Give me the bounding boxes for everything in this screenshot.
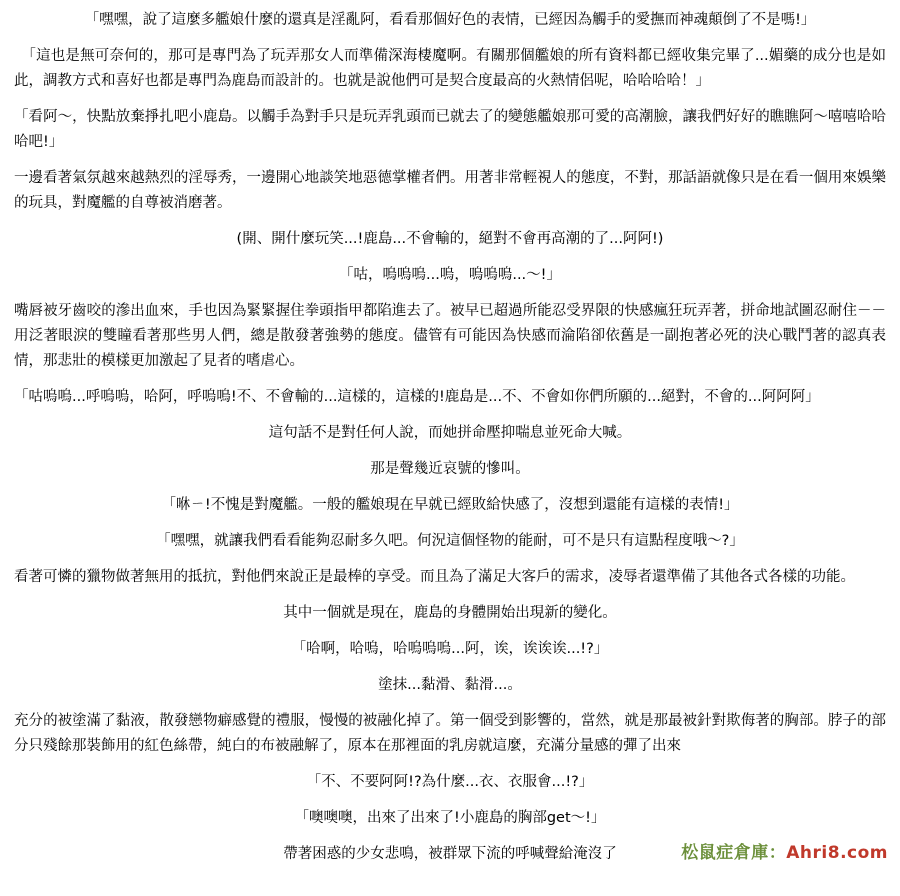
watermark-site: Ahri8.com — [786, 843, 888, 863]
paragraph: 這句話不是對任何人說，而她拼命壓抑喘息並死命大喊。 — [268, 425, 632, 441]
paragraph: 「嘿嘿，就讓我們看看能夠忍耐多久吧。何況這個怪物的能耐，可不是只有這點程度哦～?」 — [156, 533, 744, 549]
paragraph: 充分的被塗滿了黏液，散發戀物癖感覺的禮服，慢慢的被融化掉了。第一個受到影響的，當然，就是那最被針對欺侮著的胸部。脖子的部分只殘餘那裝飾用的紅色絲帶，純白的布被融解了，原本在那裡面的乳房就這麼，充滿分量感的彈了出來 — [14, 713, 886, 754]
paragraph: 「這也是無可奈何的，那可是專門為了玩弄那女人而準備深海棲魔啊。有關那個艦娘的所有資料都已經收集完畢了...媚藥的成分也是如此，調教方式和喜好也都是專門為鹿島而設計的。也就是說他們可是契合度最高的火熱情侶呢，哈哈哈哈！」 — [14, 48, 886, 89]
paragraph: 一邊看著氣氛越來越熱烈的淫辱秀，一邊開心地談笑地惡德掌權者們。用著非常輕視人的態度，不對，那話語就像只是在看一個用來娛樂的玩具，對魔艦的自尊被消磨著。 — [14, 170, 886, 211]
paragraph-list — [14, 8, 886, 867]
paragraph: 「噢噢噢，出來了出來了!小鹿島的胸部get～!」 — [294, 810, 606, 826]
paragraph: 那是聲幾近哀號的慘叫。 — [370, 461, 530, 477]
paragraph: 「哈啊，哈嗚，哈嗚嗚嗚...阿，诶，诶诶诶...!?」 — [291, 641, 609, 657]
paragraph: 塗抹...黏滑、黏滑...。 — [378, 677, 522, 693]
paragraph: 「嘿嘿，說了這麼多艦娘什麼的還真是淫亂阿，看看那個好色的表情，已經因為觸手的愛撫而神魂顛倒了不是嗎!」 — [84, 12, 816, 28]
paragraph: 「咻ㄧ!不愧是對魔艦。一般的艦娘現在早就已經敗給快感了，沒想到還能有這樣的表情!」 — [161, 497, 739, 513]
watermark — [681, 838, 888, 863]
watermark-label: 松鼠症倉庫 — [681, 843, 769, 863]
paragraph: 嘴唇被牙齒咬的滲出血來，手也因為緊緊握住拳頭指甲都陷進去了。被早已超過所能忍受界限的快感瘋狂玩弄著，拼命地試圖忍耐住－－用泛著眼淚的雙瞳看著那些男人們，總是散發著強勢的態度。儘管有可能因為快感而淪陷卻依舊是一副抱著必死的決心戰鬥著的認真表情，那悲壯的模樣更加激起了見者的嗜虐心。 — [14, 303, 886, 369]
paragraph: 「咕，嗚嗚嗚...嗚，嗚嗚嗚...～!」 — [339, 267, 561, 283]
paragraph: 「咕嗚嗚...呼嗚嗚，哈阿，呼嗚嗚!不、不會輸的...這樣的，這樣的!鹿島是...不、不會如你們所願的...絕對，不會的...阿阿阿」 — [14, 389, 820, 405]
paragraph: 「不、不要阿阿!?為什麼...衣、衣服會...!?」 — [306, 774, 594, 790]
watermark-separator: ： — [768, 843, 787, 863]
paragraph: 看著可憐的獵物做著無用的抵抗，對他們來說正是最棒的享受。而且為了滿足大客戶的需求，凌辱者還準備了其他各式各樣的功能。 — [14, 569, 855, 585]
paragraph: 「看阿～，快點放棄掙扎吧小鹿島。以觸手為對手只是玩弄乳頭而已就去了的變態艦娘那可愛的高潮臉，讓我們好好的瞧瞧阿～嘻嘻哈哈哈吧!」 — [14, 109, 886, 150]
paragraph: (開、開什麼玩笑...!鹿島...不會輸的，絕對不會再高潮的了...阿阿!) — [236, 231, 664, 247]
paragraph: 帶著困惑的少女悲鳴，被群眾下流的呼喊聲給淹沒了 — [283, 846, 617, 862]
paragraph: 其中一個就是現在，鹿島的身體開始出現新的變化。 — [283, 605, 617, 621]
